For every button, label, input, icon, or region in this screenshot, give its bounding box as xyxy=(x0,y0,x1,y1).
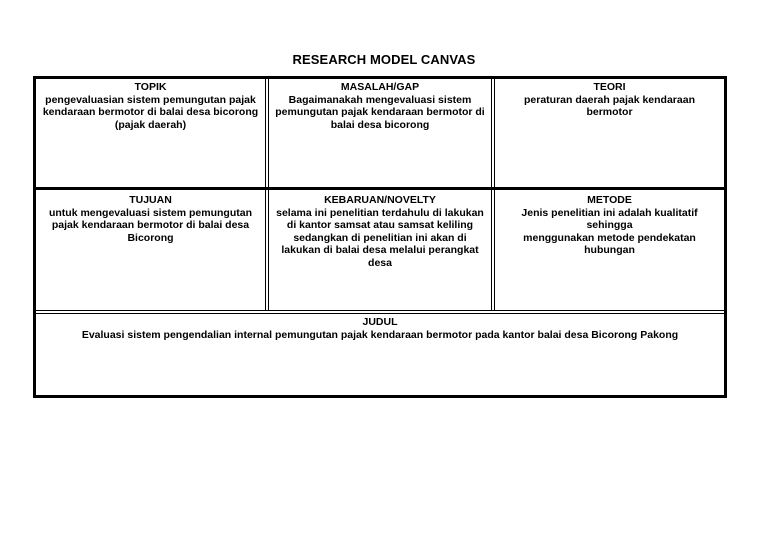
topik-label: TOPIK xyxy=(134,81,167,93)
cell-tujuan xyxy=(36,192,265,310)
cell-teori xyxy=(495,79,724,187)
masalah-content: Bagaimanakah mengevaluasi sistem pemungutan pajak kendaraan bermotor di balai desa bicorong xyxy=(275,93,485,131)
kebaruan-content: selama ini penelitian terdahulu di lakukan di kantor samsat atau samsat keliling sedangkan di penelitian ini akan di lakukan di balai desa melalui perangkat desa xyxy=(276,206,484,269)
page-title: RESEARCH MODEL CANVAS xyxy=(292,52,476,67)
judul-label: JUDUL xyxy=(362,316,398,328)
teori-label: TEORI xyxy=(593,81,626,93)
divider-v1b xyxy=(268,79,269,311)
divider-h2a xyxy=(36,310,724,311)
tujuan-label: TUJUAN xyxy=(129,194,172,206)
divider-v1a xyxy=(265,79,266,311)
kebaruan-label: KEBARUAN/NOVELTY xyxy=(324,194,436,206)
teori-content: peraturan daerah pajak kendaraan bermotor xyxy=(524,93,695,119)
cell-judul xyxy=(36,315,724,395)
metode-content-line1: Jenis penelitian ini adalah kualitatif sehingga xyxy=(521,206,698,232)
divider-v2a xyxy=(491,79,492,311)
research-model-canvas xyxy=(33,76,727,398)
divider-h2b xyxy=(36,313,724,314)
tujuan-content: untuk mengevaluasi sistem pemungutan pajak kendaraan bermotor di balai desa Bicorong xyxy=(48,206,253,244)
cell-kebaruan xyxy=(269,192,491,310)
divider-h1 xyxy=(36,187,724,190)
metode-label: METODE xyxy=(587,194,632,206)
judul-content: Evaluasi sistem pengendalian internal pemungutan pajak kendaraan bermotor pada kantor balai desa Bicorong Pakong xyxy=(81,328,679,341)
cell-masalah xyxy=(269,79,491,187)
metode-content-line2: menggunakan metode pendekatan hubungan xyxy=(523,231,696,257)
masalah-label: MASALAH/GAP xyxy=(340,81,420,93)
cell-topik xyxy=(36,79,265,187)
divider-v2b xyxy=(494,79,495,311)
topik-content: pengevaluasian sistem pemungutan pajak kendaraan bermotor di balai desa bicorong (pajak daerah) xyxy=(42,93,259,131)
cell-metode xyxy=(495,192,724,310)
